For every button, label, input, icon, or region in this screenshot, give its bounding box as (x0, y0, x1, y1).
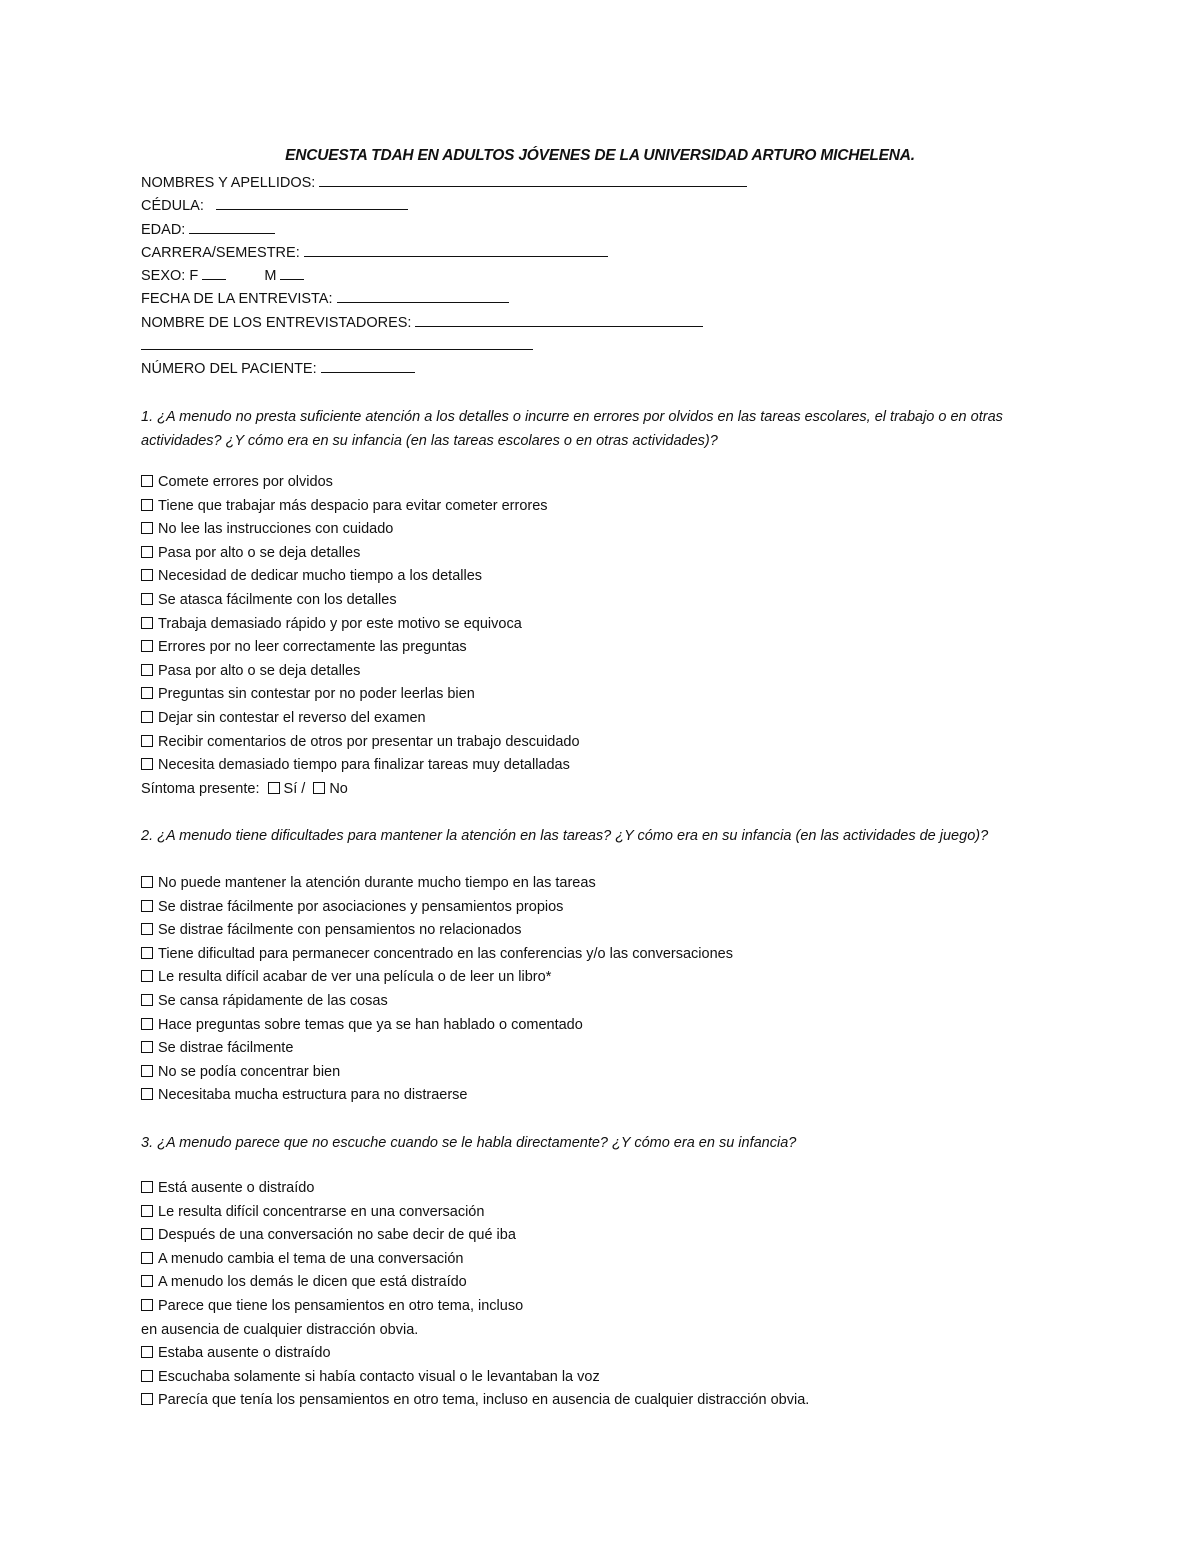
sexo-f-label: F (189, 268, 199, 285)
fecha-blank[interactable] (337, 288, 509, 303)
option-label: Errores por no leer correctamente las preguntas (158, 639, 467, 656)
option-label: Después de una conversación no sabe decir de qué iba (158, 1227, 516, 1244)
checkbox[interactable] (141, 1346, 153, 1358)
option-continuation: en ausencia de cualquier distracción obvia. (141, 1321, 419, 1338)
option-item[interactable] (141, 1084, 733, 1108)
checkbox[interactable] (141, 994, 153, 1006)
option-label: Pasa por alto o se deja detalles (158, 662, 361, 679)
option-item[interactable] (141, 660, 580, 684)
option-item[interactable] (141, 707, 580, 731)
option-item[interactable] (141, 990, 733, 1014)
nombres-field (141, 172, 747, 195)
option-label: Estaba ausente o distraído (158, 1345, 331, 1362)
option-label: Se atasca fácilmente con los detalles (158, 591, 397, 608)
edad-label: EDAD: (141, 221, 186, 238)
checkbox[interactable] (141, 1393, 153, 1405)
checkbox[interactable] (141, 876, 153, 888)
checkbox[interactable] (141, 900, 153, 912)
entrevistadores-blank[interactable] (415, 312, 703, 327)
question-2: 2. ¿A menudo tiene dificultades para mantener la atención en las tareas? ¿Y cómo era en su infancia (en las actividades de juego)? (141, 828, 989, 844)
option-label: No se podía concentrar bien (158, 1063, 341, 1080)
fecha-field (141, 288, 747, 311)
checkbox[interactable] (141, 947, 153, 959)
option-label: A menudo cambia el tema de una conversación (158, 1250, 464, 1267)
option-label: Necesidad de dedicar mucho tiempo a los detalles (158, 568, 483, 585)
option-item[interactable] (141, 542, 580, 566)
option-label: Tiene que trabajar más despacio para evitar cometer errores (158, 497, 548, 514)
checkbox[interactable] (141, 522, 153, 534)
option-item[interactable] (141, 872, 733, 896)
checkbox[interactable] (141, 499, 153, 511)
option-item[interactable] (141, 636, 580, 660)
option-label: A menudo los demás le dicen que está distraído (158, 1274, 467, 1291)
entrevistadores-label: NOMBRE DE LOS ENTREVISTADORES: (141, 314, 412, 331)
option-label: Pasa por alto o se deja detalles (158, 544, 361, 561)
checkbox[interactable] (141, 640, 153, 652)
option-label: Necesitaba mucha estructura para no distraerse (158, 1087, 468, 1104)
option-label: No lee las instrucciones con cuidado (158, 521, 394, 538)
sexo-m-blank[interactable] (280, 265, 304, 280)
checkbox[interactable] (141, 1041, 153, 1053)
cedula-blank[interactable] (216, 195, 408, 210)
nombres-label: NOMBRES Y APELLIDOS: (141, 175, 316, 191)
option-label: Necesita demasiado tiempo para finalizar tareas muy detalladas (158, 757, 570, 774)
option-item[interactable] (141, 1177, 809, 1201)
option-label: Escuchaba solamente si había contacto visual o le levantaban la voz (158, 1368, 600, 1385)
option-label: Comete errores por olvidos (158, 474, 333, 490)
checkbox[interactable] (141, 1370, 153, 1382)
carrera-blank[interactable] (304, 242, 608, 257)
option-label: Parecía que tenía los pensamientos en otro tema, incluso en ausencia de cualquier distracción obvia. (158, 1392, 810, 1409)
carrera-field (141, 242, 747, 265)
option-item[interactable] (141, 565, 580, 589)
checkbox[interactable] (141, 970, 153, 982)
question-2-options (141, 872, 733, 1108)
option-label: Trabaja demasiado rápido y por este motivo se equivoca (158, 615, 522, 632)
option-item[interactable] (141, 1295, 809, 1319)
symptom-no-checkbox[interactable] (313, 782, 325, 794)
edad-field (141, 219, 747, 242)
option-label: Se distrae fácilmente por asociaciones y pensamientos propios (158, 898, 564, 915)
option-label: No puede mantener la atención durante mucho tiempo en las tareas (158, 875, 596, 891)
option-label: Tiene dificultad para permanecer concentrado en las conferencias y/o las conversaciones (158, 945, 733, 962)
cedula-field (141, 195, 747, 218)
checkbox[interactable] (141, 758, 153, 770)
symptom-present-row (141, 778, 348, 802)
checkbox[interactable] (141, 923, 153, 935)
question-3: 3. ¿A menudo parece que no escuche cuando se le habla directamente? ¿Y cómo era en su infancia? (141, 1135, 797, 1151)
entrevistadores-continuation (141, 335, 747, 358)
question-1-options (141, 471, 580, 778)
checkbox[interactable] (141, 735, 153, 747)
option-item[interactable] (141, 1037, 733, 1061)
option-item[interactable] (141, 1061, 733, 1085)
checkbox[interactable] (141, 1065, 153, 1077)
question-1: 1. ¿A menudo no presta suficiente atención a los detalles o incurre en errores por olvidos en las tareas escolares, el trabajo o en otras actividades? ¿Y cómo era en su infancia (en las tareas escolares o en otras actividades)? (141, 409, 1003, 449)
paciente-field (141, 358, 747, 381)
symptom-yes-checkbox[interactable] (268, 782, 280, 794)
option-item[interactable] (141, 495, 580, 519)
entrevistadores-blank-2[interactable] (141, 335, 533, 350)
option-item[interactable] (141, 1271, 809, 1295)
option-item[interactable] (141, 1342, 809, 1366)
checkbox[interactable] (141, 475, 153, 487)
option-label: Se cansa rápidamente de las cosas (158, 992, 388, 1009)
option-item[interactable] (141, 896, 733, 920)
fecha-label: FECHA DE LA ENTREVISTA: (141, 291, 333, 308)
question-3-options (141, 1177, 809, 1413)
checkbox[interactable] (141, 617, 153, 629)
option-item[interactable] (141, 1389, 809, 1413)
option-label: Le resulta difícil acabar de ver una película o de leer un libro* (158, 969, 552, 986)
option-label: Parece que tiene los pensamientos en otro tema, incluso (158, 1297, 524, 1314)
sexo-m-label: M (264, 268, 277, 285)
symptom-no-label: No (329, 781, 348, 797)
option-label: Hace preguntas sobre temas que ya se han hablado o comentado (158, 1016, 583, 1033)
option-item[interactable] (141, 1248, 809, 1272)
checkbox[interactable] (141, 1018, 153, 1030)
nombres-blank[interactable] (319, 172, 747, 187)
option-item[interactable] (141, 471, 580, 495)
option-item[interactable] (141, 1366, 809, 1390)
option-item[interactable] (141, 731, 580, 755)
option-label: Recibir comentarios de otros por presentar un trabajo descuidado (158, 733, 580, 750)
symptom-label: Síntoma presente: (141, 781, 260, 797)
checkbox[interactable] (141, 593, 153, 605)
paciente-label: NÚMERO DEL PACIENTE: (141, 361, 317, 378)
checkbox[interactable] (141, 1252, 153, 1264)
personal-data-form (141, 172, 747, 382)
option-item[interactable] (141, 589, 580, 613)
symptom-yes-label: Sí (283, 781, 298, 797)
carrera-label: CARRERA/SEMESTRE: (141, 244, 300, 261)
option-item[interactable] (141, 754, 580, 778)
option-label: Le resulta difícil concentrarse en una conversación (158, 1203, 485, 1220)
checkbox[interactable] (141, 711, 153, 723)
checkbox[interactable] (141, 664, 153, 676)
page-title: ENCUESTA TDAH EN ADULTOS JÓVENES DE LA UNIVERSIDAD ARTURO MICHELENA. (285, 147, 915, 164)
checkbox[interactable] (141, 1299, 153, 1311)
option-label: Se distrae fácilmente (158, 1040, 294, 1057)
checkbox[interactable] (141, 546, 153, 558)
paciente-blank[interactable] (321, 358, 415, 373)
symptom-separator: / (301, 781, 306, 797)
option-item[interactable] (141, 1224, 809, 1248)
option-item[interactable] (141, 1014, 733, 1038)
option-item[interactable] (141, 518, 580, 542)
checkbox[interactable] (141, 687, 153, 699)
checkbox[interactable] (141, 569, 153, 581)
option-item[interactable] (141, 943, 733, 967)
edad-blank[interactable] (189, 219, 275, 234)
sexo-field (141, 265, 747, 288)
option-item[interactable] (141, 1201, 809, 1225)
option-label: Preguntas sin contestar por no poder leerlas bien (158, 686, 475, 703)
sexo-f-blank[interactable] (202, 265, 226, 280)
option-item[interactable] (141, 966, 733, 990)
checkbox[interactable] (141, 1228, 153, 1240)
option-label: Se distrae fácilmente con pensamientos no relacionados (158, 922, 522, 939)
option-item[interactable] (141, 683, 580, 707)
checkbox[interactable] (141, 1088, 153, 1100)
checkbox[interactable] (141, 1205, 153, 1217)
entrevistadores-field (141, 312, 747, 335)
checkbox[interactable] (141, 1275, 153, 1287)
option-label: Está ausente o distraído (158, 1180, 315, 1196)
option-item[interactable] (141, 613, 580, 637)
option-item[interactable] (141, 919, 733, 943)
checkbox[interactable] (141, 1181, 153, 1193)
cedula-label: CÉDULA: (141, 198, 204, 215)
sexo-label: SEXO: (141, 268, 186, 285)
option-label: Dejar sin contestar el reverso del examen (158, 709, 426, 726)
